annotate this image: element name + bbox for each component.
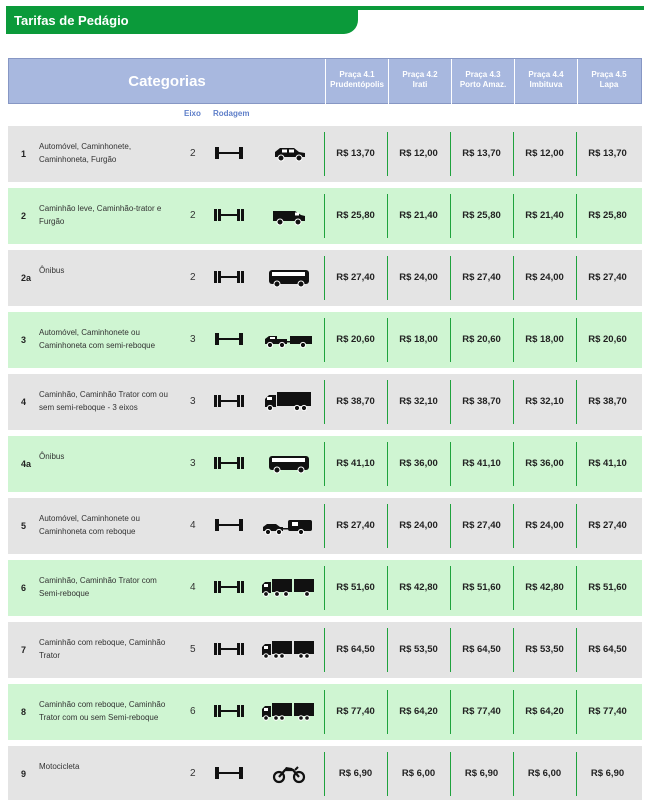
table-row	[8, 312, 642, 368]
category-description: Caminhão com reboque, Caminhão Trator	[39, 638, 166, 660]
category-code: 4a	[21, 459, 32, 469]
axle-wheel-icon	[213, 269, 245, 285]
category-description: Automóvel, Caminhonete, Caminhoneta, Furgão	[39, 142, 132, 164]
price-praca-3: R$ 51,60	[462, 582, 501, 593]
price-praca-5: R$ 20,60	[588, 334, 627, 345]
long-truck-icon	[261, 699, 315, 723]
praca-header-1	[325, 59, 388, 105]
axle-count: 2	[190, 768, 196, 779]
price-praca-5: R$ 77,40	[588, 706, 627, 717]
category-description: Automóvel, Caminhonete ou Caminhoneta com semi-reboque	[39, 328, 156, 350]
axle-wheel-icon	[213, 393, 245, 409]
price-praca-3: R$ 6,90	[464, 768, 499, 779]
praca-header-5-line2: Lapa	[599, 80, 619, 89]
category-code: 5	[21, 521, 27, 531]
page-title: Tarifas de Pedágio	[6, 8, 358, 34]
price-praca-2: R$ 24,00	[399, 520, 438, 531]
table-row	[8, 250, 642, 306]
price-praca-5: R$ 41,10	[588, 458, 627, 469]
axle-wheel-icon	[213, 703, 245, 719]
price-praca-2: R$ 18,00	[399, 334, 438, 345]
praca-header-2-line2: Irati	[412, 80, 428, 89]
price-praca-5: R$ 25,80	[588, 210, 627, 221]
praca-header-2-line1: Praça 4.2	[402, 70, 438, 79]
price-praca-5: R$ 6,90	[590, 768, 625, 779]
price-praca-2: R$ 32,10	[399, 396, 438, 407]
long-truck-icon	[261, 637, 315, 661]
price-praca-2: R$ 24,00	[399, 272, 438, 283]
price-praca-1: R$ 6,90	[338, 768, 373, 779]
price-praca-1: R$ 13,70	[336, 148, 375, 159]
axle-wheel-icon	[213, 579, 245, 595]
price-praca-2: R$ 21,40	[399, 210, 438, 221]
praca-header-3	[451, 59, 514, 105]
price-praca-2: R$ 64,20	[399, 706, 438, 717]
axle-count: 3	[190, 396, 196, 407]
price-praca-4: R$ 24,00	[525, 272, 564, 283]
praca-header-4	[514, 59, 577, 105]
price-praca-4: R$ 36,00	[525, 458, 564, 469]
price-praca-1: R$ 25,80	[336, 210, 375, 221]
category-description: Ônibus	[39, 452, 65, 461]
price-praca-3: R$ 38,70	[462, 396, 501, 407]
table-row	[8, 126, 642, 182]
price-praca-4: R$ 21,40	[525, 210, 564, 221]
praca-header-4-line1: Praça 4.4	[528, 70, 564, 79]
price-praca-5: R$ 27,40	[588, 520, 627, 531]
category-code: 8	[21, 707, 27, 717]
axle-count: 3	[190, 458, 196, 469]
pickup-trailer-icon	[261, 327, 315, 351]
price-praca-4: R$ 64,20	[525, 706, 564, 717]
axle-wheel-icon	[213, 331, 245, 347]
category-description: Automóvel, Caminhonete ou Caminhoneta com reboque	[39, 514, 140, 536]
table-row	[8, 188, 642, 244]
price-praca-3: R$ 27,40	[462, 272, 501, 283]
category-description: Caminhão com reboque, Caminhão Trator com ou sem Semi-reboque	[39, 700, 166, 722]
bus-icon	[261, 265, 315, 289]
eixo-subheader: Eixo	[184, 109, 201, 118]
price-praca-4: R$ 24,00	[525, 520, 564, 531]
category-description: Ônibus	[39, 266, 65, 275]
price-praca-3: R$ 25,80	[462, 210, 501, 221]
price-praca-1: R$ 51,60	[336, 582, 375, 593]
category-description: Motocicleta	[39, 762, 80, 771]
price-praca-3: R$ 41,10	[462, 458, 501, 469]
table-row	[8, 436, 642, 492]
table-row	[8, 374, 642, 430]
categorias-header: Categorias	[128, 73, 206, 90]
category-code: 4	[21, 397, 27, 407]
category-code: 3	[21, 335, 27, 345]
price-praca-4: R$ 6,00	[527, 768, 562, 779]
van-icon	[261, 203, 315, 227]
axle-count: 4	[190, 582, 196, 593]
price-praca-2: R$ 6,00	[401, 768, 436, 779]
car-icon	[261, 141, 315, 165]
praca-header-3-line2: Porto Amaz.	[459, 80, 507, 89]
table-row	[8, 746, 642, 800]
price-praca-4: R$ 18,00	[525, 334, 564, 345]
bus-icon	[261, 451, 315, 475]
category-description: Caminhão leve, Caminhão-trator e Furgão	[39, 204, 162, 226]
praca-header-5-line1: Praça 4.5	[591, 70, 627, 79]
praca-header-3-line1: Praça 4.3	[465, 70, 501, 79]
axle-wheel-icon	[213, 765, 245, 781]
axle-wheel-icon	[213, 641, 245, 657]
motorcycle-icon	[261, 761, 315, 785]
semi-truck-icon	[261, 575, 315, 599]
price-praca-3: R$ 27,40	[462, 520, 501, 531]
axle-count: 2	[190, 210, 196, 221]
price-praca-4: R$ 42,80	[525, 582, 564, 593]
category-code: 6	[21, 583, 27, 593]
price-praca-1: R$ 64,50	[336, 644, 375, 655]
truck-icon	[261, 389, 315, 413]
price-praca-5: R$ 51,60	[588, 582, 627, 593]
axle-count: 6	[190, 706, 196, 717]
praca-header-2	[388, 59, 451, 105]
car-trailer-icon	[261, 513, 315, 537]
table-row	[8, 560, 642, 616]
price-praca-5: R$ 38,70	[588, 396, 627, 407]
price-praca-2: R$ 36,00	[399, 458, 438, 469]
price-praca-3: R$ 64,50	[462, 644, 501, 655]
category-code: 9	[21, 769, 27, 779]
title-bar	[6, 6, 644, 34]
price-praca-1: R$ 27,40	[336, 272, 375, 283]
price-praca-1: R$ 20,60	[336, 334, 375, 345]
price-praca-4: R$ 53,50	[525, 644, 564, 655]
category-code: 2a	[21, 273, 32, 283]
table-row	[8, 498, 642, 554]
price-praca-4: R$ 12,00	[525, 148, 564, 159]
axle-count: 5	[190, 644, 196, 655]
price-praca-2: R$ 42,80	[399, 582, 438, 593]
praca-header-4-line2: Imbituva	[529, 80, 563, 89]
price-praca-3: R$ 77,40	[462, 706, 501, 717]
category-description: Caminhão, Caminhão Trator com Semi-reboque	[39, 576, 157, 598]
price-praca-3: R$ 20,60	[462, 334, 501, 345]
table-row	[8, 622, 642, 678]
category-code: 1	[21, 149, 27, 159]
category-code: 2	[21, 211, 27, 221]
praca-header-1-line2: Prudentópolis	[330, 80, 384, 89]
price-praca-3: R$ 13,70	[462, 148, 501, 159]
table-header	[8, 58, 642, 104]
praca-header-5	[577, 59, 640, 105]
axle-wheel-icon	[213, 145, 245, 161]
category-code: 7	[21, 645, 27, 655]
axle-count: 3	[190, 334, 196, 345]
price-praca-5: R$ 27,40	[588, 272, 627, 283]
axle-wheel-icon	[213, 517, 245, 533]
axle-count: 4	[190, 520, 196, 531]
price-praca-5: R$ 13,70	[588, 148, 627, 159]
praca-header-1-line1: Praça 4.1	[339, 70, 375, 79]
price-praca-1: R$ 77,40	[336, 706, 375, 717]
axle-wheel-icon	[213, 455, 245, 471]
price-praca-1: R$ 38,70	[336, 396, 375, 407]
axle-count: 2	[190, 148, 196, 159]
price-praca-2: R$ 12,00	[399, 148, 438, 159]
rodagem-subheader: Rodagem	[213, 109, 250, 118]
price-praca-2: R$ 53,50	[399, 644, 438, 655]
axle-wheel-icon	[213, 207, 245, 223]
price-praca-4: R$ 32,10	[525, 396, 564, 407]
table-row	[8, 684, 642, 740]
price-praca-1: R$ 27,40	[336, 520, 375, 531]
axle-count: 2	[190, 272, 196, 283]
price-praca-1: R$ 41,10	[336, 458, 375, 469]
price-praca-5: R$ 64,50	[588, 644, 627, 655]
category-description: Caminhão, Caminhão Trator com ou sem semi-reboque - 3 eixos	[39, 390, 168, 412]
